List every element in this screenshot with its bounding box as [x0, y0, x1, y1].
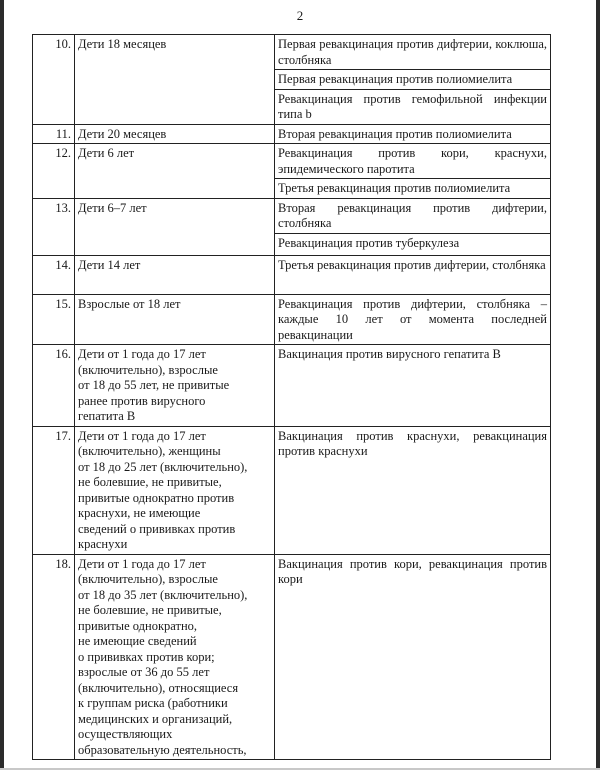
vaccination-cell: Ревакцинация против гемофильной инфекции типа b [275, 89, 551, 124]
age-line: Дети от 1 года до 17 лет [78, 428, 206, 443]
table-row [33, 255, 551, 294]
age-group [75, 426, 275, 554]
age-line: образовательную деятельность, [78, 742, 247, 757]
age-line: Дети 6 лет [78, 146, 135, 160]
age-line: привитые однократно против [78, 490, 235, 505]
age-group [75, 345, 275, 427]
table-row [33, 35, 551, 70]
age-group [75, 255, 275, 294]
age-line: привитые однократно, [78, 618, 198, 633]
age-line: не болевшие, не привитые, [78, 475, 222, 489]
age-line: (включительно), женщины [78, 444, 221, 458]
age-line: (включительно), относящиеся [78, 680, 239, 695]
vaccination-cell: Третья ревакцинация против полиомиелита [275, 179, 551, 199]
age-group [75, 35, 275, 125]
table-row [33, 554, 551, 760]
vaccination-cell: Первая ревакцинация против дифтерии, коклюша, столбняка [275, 35, 551, 70]
vaccination-cell: Ревакцинация против дифтерии, столбняка – каждые 10 лет от момента последней ревакцинации [275, 294, 551, 345]
age-line: ранее против вирусного [78, 393, 206, 408]
age-line: краснухи, не имеющие [78, 506, 201, 520]
age-line: не имеющие сведений [78, 634, 197, 648]
age-line: Дети от 1 года до 17 лет [78, 556, 206, 571]
vaccination-cell: Вторая ревакцинация против дифтерии, столбняка [275, 198, 551, 233]
age-line: осуществляющих [78, 727, 173, 741]
age-group [75, 144, 275, 199]
page-number: 2 [296, 8, 304, 23]
vaccination-schedule-table [32, 34, 551, 760]
age-line: не болевшие, не привитые, [78, 603, 222, 617]
age-line: Дети 18 месяцев [78, 37, 167, 51]
table-row [33, 294, 551, 345]
vaccination-cell: Ревакцинация против туберкулеза [275, 233, 551, 255]
age-line: (включительно), взрослые [78, 362, 218, 377]
age-group [75, 124, 275, 144]
row-number: 14. [33, 255, 75, 294]
table-row [33, 144, 551, 179]
age-line: о прививках против кори; [78, 649, 215, 664]
age-line: от 18 до 35 лет (включительно), [78, 587, 248, 602]
age-line: (включительно), взрослые [78, 572, 218, 586]
age-group [75, 554, 275, 760]
age-line: взрослые от 36 до 55 лет [78, 665, 210, 679]
row-number: 11. [33, 124, 75, 144]
row-number: 16. [33, 345, 75, 427]
age-line: от 18 до 55 лет, не привитые [78, 378, 230, 392]
age-line: Дети 14 лет [78, 257, 141, 272]
age-group [75, 198, 275, 255]
scan-edge-right [596, 0, 600, 770]
table-row [33, 198, 551, 233]
age-line: к группам риска (работники [78, 696, 228, 710]
age-line: сведений о прививках против [78, 521, 236, 536]
row-number: 17. [33, 426, 75, 554]
age-line: от 18 до 25 лет (включительно), [78, 459, 248, 474]
table-row [33, 345, 551, 427]
age-line: гепатита В [78, 409, 136, 423]
age-line: Дети от 1 года до 17 лет [78, 347, 206, 361]
age-group [75, 294, 275, 345]
vaccination-cell: Ревакцинация против кори, краснухи, эпидемического паротита [275, 144, 551, 179]
table-row [33, 426, 551, 554]
age-line: краснухи [78, 537, 128, 551]
vaccination-cell: Вакцинация против краснухи, ревакцинация против краснухи [275, 426, 551, 554]
table-row [33, 124, 551, 144]
row-number: 13. [33, 198, 75, 255]
age-line: Дети 20 месяцев [78, 126, 167, 141]
vaccination-cell: Вакцинация против кори, ревакцинация против кори [275, 554, 551, 760]
vaccination-cell: Вторая ревакцинация против полиомиелита [275, 124, 551, 144]
age-line: Взрослые от 18 лет [78, 296, 181, 311]
vaccination-cell: Первая ревакцинация против полиомиелита [275, 70, 551, 90]
age-line: медицинских и организаций, [78, 711, 233, 726]
row-number: 10. [33, 35, 75, 125]
vaccination-cell: Третья ревакцинация против дифтерии, столбняка [275, 255, 551, 294]
age-line: Дети 6–7 лет [78, 200, 147, 215]
vaccination-cell: Вакцинация против вирусного гепатита В [275, 345, 551, 427]
row-number: 18. [33, 554, 75, 760]
scan-edge-left [0, 0, 4, 770]
row-number: 15. [33, 294, 75, 345]
row-number: 12. [33, 144, 75, 199]
